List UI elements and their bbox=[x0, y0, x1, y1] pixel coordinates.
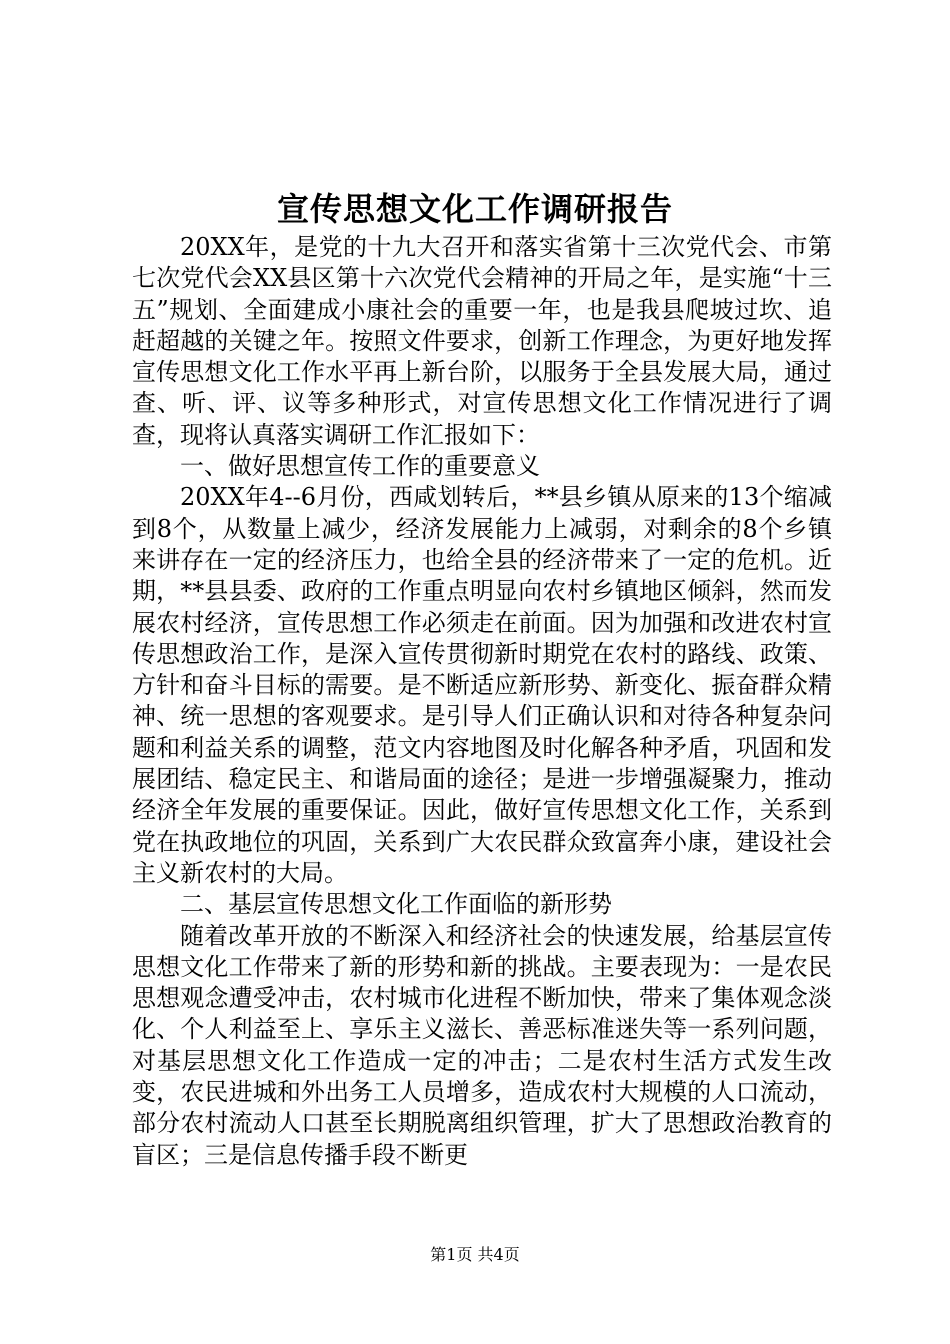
document-title: 宣传思想文化工作调研报告 bbox=[276, 190, 673, 228]
paragraph-section-2: 随着改革开放的不断深入和经济社会的快速发展，给基层宣传思想文化工作带来了新的形势和新的挑战。主要表现为：一是农民思想观念遭受冲击，农村城市化进程不断加快，带来了集体观念淡化、个人利益至上、享乐主义滋长、善恶标准迷失等一系列问题，对基层思想文化工作造成一定的冲击；二是农村生活方式发生改变，农民进城和外出务工人员增多，造成农村大规模的人口流动，部分农村流动人口甚至长期脱离组织管理，扩大了思想政治教育的盲区；三是信息传播手段不断更 bbox=[132, 921, 832, 1169]
page-number-footer: 第1页 共4页 bbox=[430, 1245, 520, 1264]
section-heading-2: 二、基层宣传思想文化工作面临的新形势 bbox=[180, 890, 612, 919]
document-body bbox=[132, 232, 832, 1171]
paragraph-section-1: 20XX年4--6月份，西咸划转后，**县乡镇从原来的13个缩减到8个，从数量上减少，经济发展能力上减弱，对剩余的8个乡镇来讲存在一定的经济压力，也给全县的经济带来了一定的危机。近期，**县县委、政府的工作重点明显向农村乡镇地区倾斜，然而发展农村经济，宣传思想工作必须走在前面。因为加强和改进农村宣传思想政治工作，是深入宣传贯彻新时期党在农村的路线、政策、方针和奋斗目标的需要。是不断适应新形势、新变化、振奋群众精神、统一思想的客观要求。是引导人们正确认识和对待各种复杂问题和利益关系的调整，范文内容地图及时化解各种矛盾，巩固和发展团结、稳定民主、和谐局面的途径；是进一步增强凝聚力，推动经济全年发展的重要保证。因此，做好宣传思想文化工作，关系到党在执政地位的巩固，关系到广大农民群众致富奔小康，建设社会主义新农村的大局。 bbox=[132, 483, 832, 887]
section-heading-1: 一、做好思想宣传工作的重要意义 bbox=[180, 452, 540, 481]
paragraph-intro: 20XX年，是党的十九大召开和落实省第十三次党代会、市第七次党代会XX县区第十六次党代会精神的开局之年，是实施“十三五”规划、全面建成小康社会的重要一年，也是我县爬坡过坎、追赶超越的关键之年。按照文件要求，创新工作理念，为更好地发挥宣传思想文化工作水平再上新台阶，以服务于全县发展大局，通过查、听、评、议等多种形式，对宣传思想文化工作情况进行了调查，现将认真落实调研工作汇报如下： bbox=[132, 233, 832, 449]
